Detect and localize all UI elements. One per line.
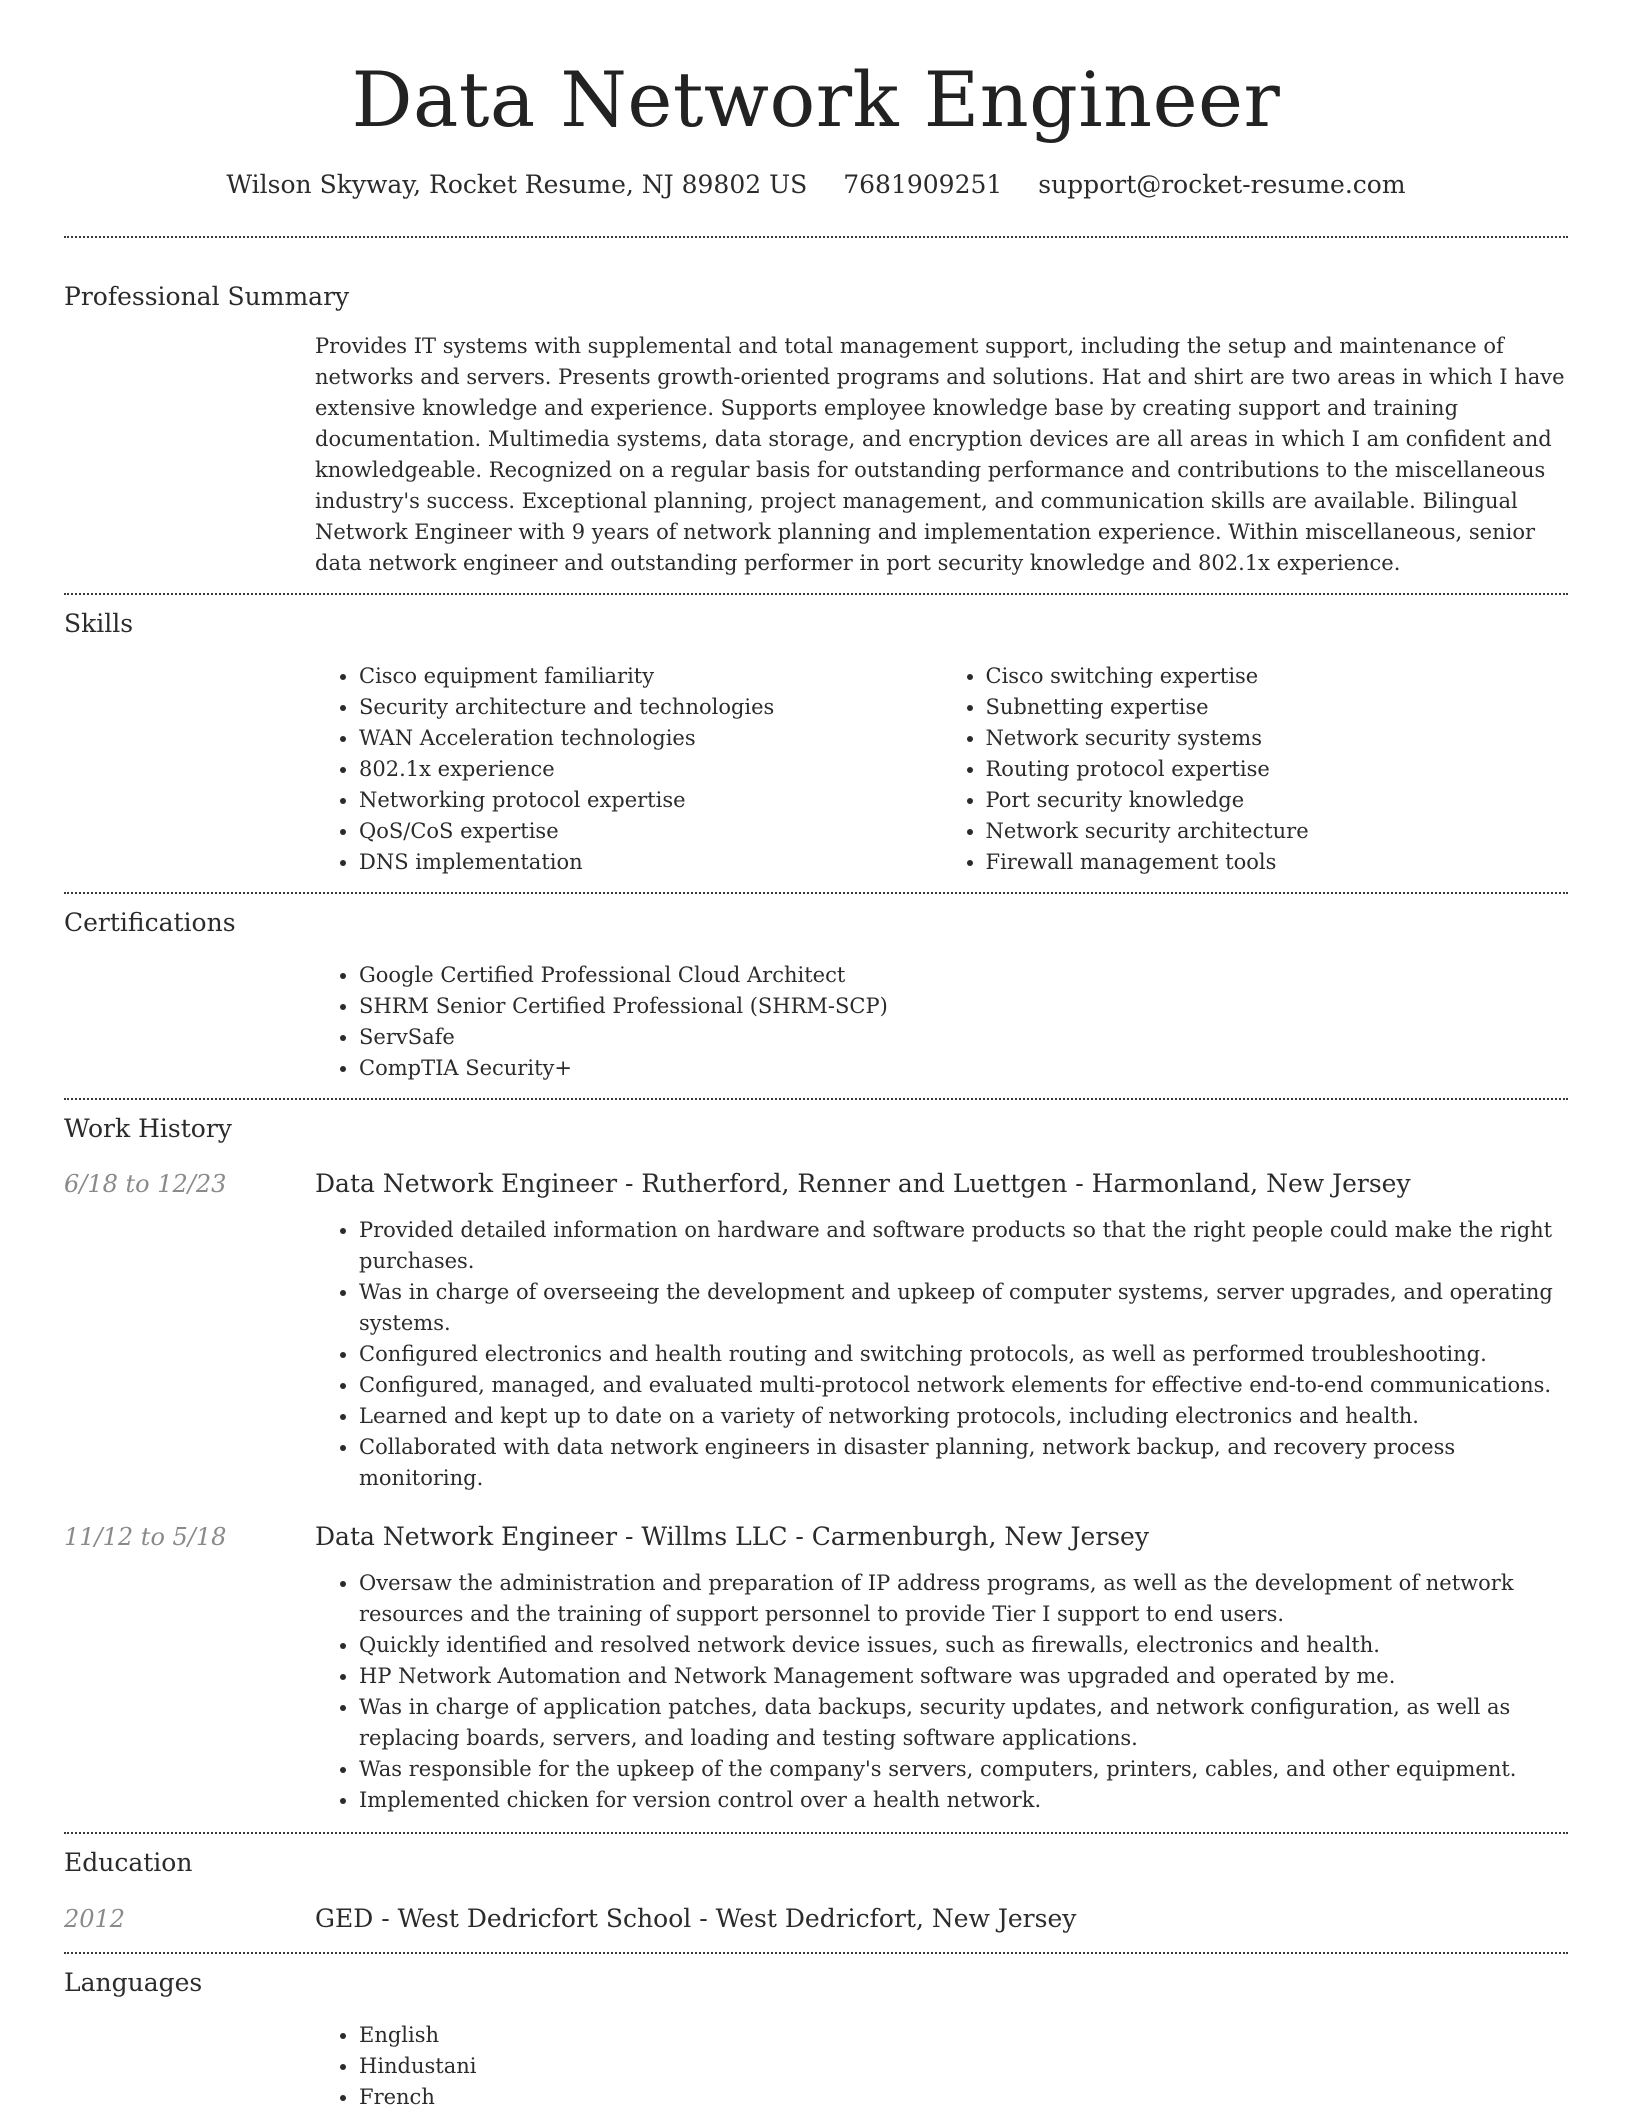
divider [64,1832,1568,1834]
section-heading-work-history: Work History [64,1114,232,1143]
divider [64,1098,1568,1100]
list-item: • Implemented chicken for version control over a health network. [359,1785,1568,1816]
list-item: • Cisco equipment familiarity [359,661,942,692]
list-item: • ServSafe [359,1022,1568,1053]
summary-section [64,280,1568,579]
list-item: • DNS implementation [359,847,942,878]
education-title: GED - West Dedricfort School - West Dedricfort, New Jersey [315,1904,1077,1933]
job-duties [315,1568,1568,1816]
education-section [64,1846,1568,1936]
job-title: Data Network Engineer - Rutherford, Renner and Luettgen - Harmonland, New Jersey [315,1169,1411,1198]
divider [64,1952,1568,1954]
job-title: Data Network Engineer - Willms LLC - Carmenburgh, New Jersey [315,1522,1149,1551]
list-item: • SHRM Senior Certified Professional (SHRM-SCP) [359,991,1568,1022]
skills-columns [315,661,1568,878]
languages-body [315,2020,1568,2113]
list-item: • Google Certified Professional Cloud Architect [359,960,1568,991]
skills-list-right [942,661,1569,878]
education-year: 2012 [64,1905,126,1933]
resume-page [64,0,1568,2113]
list-item: • WAN Acceleration technologies [359,723,942,754]
section-heading-certifications: Certifications [64,908,236,937]
summary-text: Provides IT systems with supplemental and total management support, including the setup and maintenance of networks and servers. Presents growth-oriented programs and solutions. Hat and shirt are two areas in which I have extensive knowledge and experience. Supports employee knowledge base by creating support and training documentation. Multimedia systems, data storage, and encryption devices are all areas in which I am confident and knowledgeable. Recognized on a regular basis for outstanding performance and contributions to the miscellaneous industry's success. Exceptional planning, project management, and communication skills are available. Bilingual Network Engineer with 9 years of network planning and implementation experience. Within miscellaneous, senior data network engineer and outstanding performer in port security knowledge and 802.1x experience. [315,334,1565,575]
list-item: • Quickly identified and resolved network device issues, such as firewalls, electronics and health. [359,1630,1568,1661]
list-item: • Security architecture and technologies [359,692,942,723]
list-item: • Port security knowledge [986,785,1569,816]
section-heading-education: Education [64,1848,193,1877]
address-text: Wilson Skyway, Rocket Resume, NJ 89802 US [226,170,808,199]
list-item: • Provided detailed information on hardware and software products so that the right people could make the right purchases. [359,1215,1568,1277]
phone-text: 7681909251 [843,170,1003,199]
certifications-section [64,906,1568,1084]
list-item: • Cisco switching expertise [986,661,1569,692]
section-heading-summary: Professional Summary [64,282,350,311]
list-item: • Network security systems [986,723,1569,754]
languages-list [315,2020,1568,2113]
list-item: • Network security architecture [986,816,1569,847]
section-heading-skills: Skills [64,609,134,638]
education-entry [64,1902,1568,1936]
list-item: • Routing protocol expertise [986,754,1569,785]
skills-list-left [315,661,942,878]
job-header [64,1167,1568,1201]
list-item: • Collaborated with data network engineers in disaster planning, network backup, and recovery process monitoring. [359,1432,1568,1494]
job-duties-list [315,1215,1568,1494]
job-duties [315,1215,1568,1494]
list-item: • English [359,2020,1568,2051]
divider [64,236,1568,238]
job-entry [64,1167,1568,1494]
list-item: • Oversaw the administration and preparation of IP address programs, as well as the development of network resources and the training of support personnel to provide Tier I support to end users. [359,1568,1568,1630]
resume-title: Data Network Engineer [351,55,1281,144]
languages-section [64,1966,1568,2113]
list-item: • Was responsible for the upkeep of the company's servers, computers, printers, cables, and other equipment. [359,1754,1568,1785]
contact-line [64,168,1568,202]
job-entry [64,1520,1568,1816]
divider [64,593,1568,595]
certifications-list [315,960,1568,1084]
job-duties-list [315,1568,1568,1816]
email-text: support@rocket-resume.com [1038,170,1406,199]
list-item: • Was in charge of application patches, data backups, security updates, and network configuration, as well as replacing boards, servers, and loading and testing software applications. [359,1692,1568,1754]
list-item: • Networking protocol expertise [359,785,942,816]
job-dates: 11/12 to 5/18 [64,1523,227,1551]
skills-section [64,607,1568,878]
list-item: • Learned and kept up to date on a variety of networking protocols, including electronics and health. [359,1401,1568,1432]
list-item: • French [359,2082,1568,2113]
list-item: • 802.1x experience [359,754,942,785]
list-item: • Hindustani [359,2051,1568,2082]
list-item: • Firewall management tools [986,847,1569,878]
job-dates: 6/18 to 12/23 [64,1170,227,1198]
list-item: • Subnetting expertise [986,692,1569,723]
work-history-section [64,1112,1568,1816]
list-item: • CompTIA Security+ [359,1053,1568,1084]
job-header [64,1520,1568,1554]
list-item: • HP Network Automation and Network Management software was upgraded and operated by me. [359,1661,1568,1692]
list-item: • Configured electronics and health routing and switching protocols, as well as performed troubleshooting. [359,1339,1568,1370]
divider [64,892,1568,894]
section-heading-languages: Languages [64,1968,203,1997]
list-item: • Configured, managed, and evaluated multi-protocol network elements for effective end-to-end communications. [359,1370,1568,1401]
list-item: • QoS/CoS expertise [359,816,942,847]
list-item: • Was in charge of overseeing the development and upkeep of computer systems, server upgrades, and operating systems. [359,1277,1568,1339]
certifications-body [315,960,1568,1084]
